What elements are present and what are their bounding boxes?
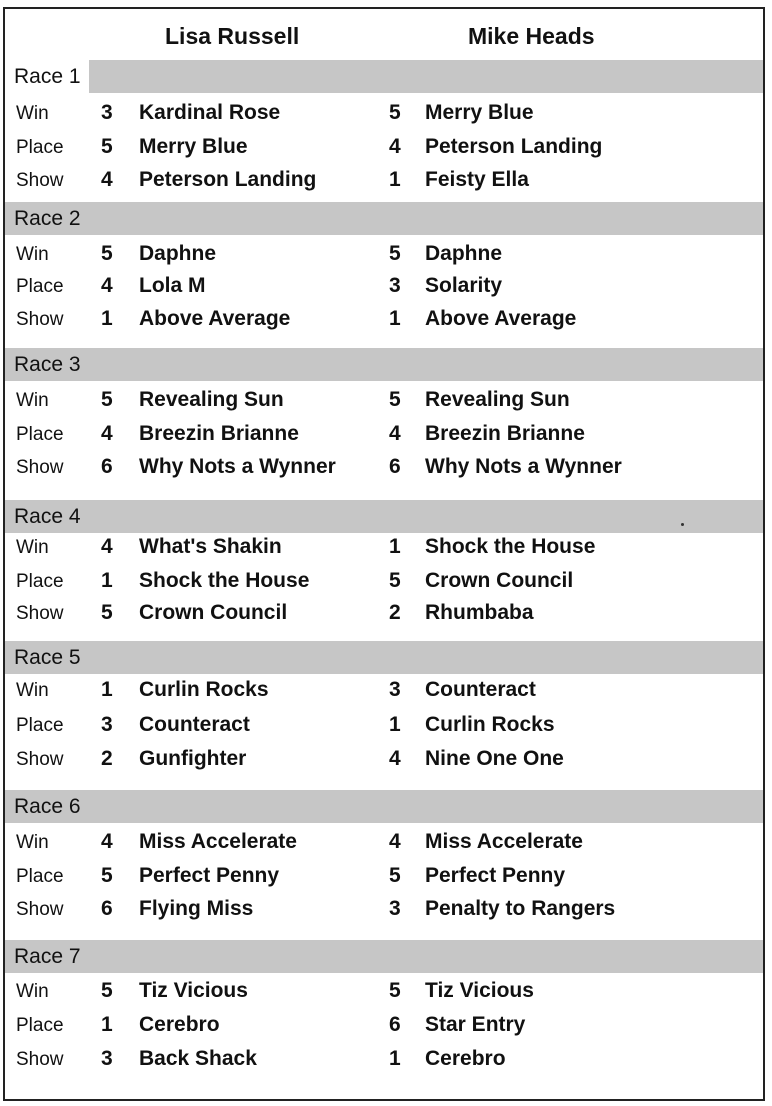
mike-pick-horse: Feisty Ella — [425, 168, 529, 191]
lisa-pick-horse: Gunfighter — [139, 747, 247, 770]
pick-row — [5, 1045, 763, 1075]
lisa-pick-number: 4 — [101, 168, 113, 191]
finish-position: Win — [16, 390, 49, 411]
lisa-pick-horse: What's Shakin — [139, 535, 282, 558]
mike-pick-number: 5 — [389, 101, 401, 124]
finish-position: Place — [16, 1015, 64, 1036]
lisa-pick-horse: Shock the House — [139, 569, 310, 592]
finish-position: Win — [16, 244, 49, 265]
race-section — [5, 60, 763, 200]
pick-row — [5, 453, 763, 483]
race-label: Race 3 — [14, 353, 81, 376]
pick-row — [5, 272, 763, 302]
mike-pick-horse: Solarity — [425, 274, 503, 297]
race-label: Race 1 — [14, 65, 81, 88]
pick-row — [5, 567, 763, 597]
race-header-bar — [5, 348, 763, 381]
finish-position: Win — [16, 537, 49, 558]
finish-position: Win — [16, 832, 49, 853]
mike-pick-horse: Miss Accelerate — [425, 830, 583, 853]
mike-pick-horse: Merry Blue — [425, 101, 534, 124]
column-header-mike-heads: Mike Heads — [468, 23, 595, 49]
mike-pick-horse: Counteract — [425, 678, 536, 701]
race-label: Race 5 — [14, 646, 81, 669]
lisa-pick-horse: Revealing Sun — [139, 388, 284, 411]
stray-dot — [681, 523, 684, 526]
finish-position: Win — [16, 981, 49, 1002]
lisa-pick-number: 3 — [101, 1047, 113, 1070]
mike-pick-number: 6 — [389, 1013, 401, 1036]
mike-pick-number: 3 — [389, 274, 401, 297]
picks-sheet — [3, 7, 765, 1101]
finish-position: Win — [16, 680, 49, 701]
mike-pick-horse: Shock the House — [425, 535, 596, 558]
mike-pick-horse: Peterson Landing — [425, 135, 603, 158]
race-section — [5, 940, 763, 1080]
lisa-pick-horse: Above Average — [139, 307, 291, 330]
mike-pick-number: 1 — [389, 535, 401, 558]
pick-row — [5, 828, 763, 858]
finish-position: Show — [16, 1049, 64, 1070]
pick-row — [5, 711, 763, 741]
lisa-pick-number: 5 — [101, 601, 113, 624]
lisa-pick-number: 5 — [101, 979, 113, 1002]
lisa-pick-horse: Merry Blue — [139, 135, 248, 158]
mike-pick-number: 1 — [389, 1047, 401, 1070]
lisa-pick-number: 6 — [101, 897, 113, 920]
pick-row — [5, 862, 763, 892]
mike-pick-number: 6 — [389, 455, 401, 478]
mike-pick-number: 5 — [389, 242, 401, 265]
mike-pick-number: 5 — [389, 864, 401, 887]
mike-pick-horse: Above Average — [425, 307, 577, 330]
pick-row — [5, 420, 763, 450]
lisa-pick-horse: Peterson Landing — [139, 168, 317, 191]
mike-pick-horse: Perfect Penny — [425, 864, 566, 887]
lisa-pick-number: 4 — [101, 422, 113, 445]
lisa-pick-horse: Curlin Rocks — [139, 678, 269, 701]
race-header-bar — [5, 940, 763, 973]
race-label: Race 7 — [14, 945, 81, 968]
finish-position: Win — [16, 103, 49, 124]
mike-pick-number: 5 — [389, 979, 401, 1002]
pick-row — [5, 745, 763, 775]
lisa-pick-horse: Kardinal Rose — [139, 101, 281, 124]
pick-row — [5, 133, 763, 163]
mike-pick-number: 4 — [389, 422, 401, 445]
lisa-pick-number: 6 — [101, 455, 113, 478]
mike-pick-number: 3 — [389, 897, 401, 920]
pick-row — [5, 895, 763, 925]
mike-pick-horse: Penalty to Rangers — [425, 897, 616, 920]
mike-pick-number: 2 — [389, 601, 401, 624]
pick-row — [5, 166, 763, 196]
race-section — [5, 790, 763, 930]
mike-pick-horse: Tiz Vicious — [425, 979, 534, 1002]
mike-pick-horse: Star Entry — [425, 1013, 526, 1036]
lisa-pick-number: 1 — [101, 678, 113, 701]
mike-pick-number: 1 — [389, 168, 401, 191]
mike-pick-number: 4 — [389, 830, 401, 853]
race-section — [5, 348, 763, 488]
pick-row — [5, 977, 763, 1007]
finish-position: Place — [16, 715, 64, 736]
lisa-pick-number: 2 — [101, 747, 113, 770]
finish-position: Place — [16, 424, 64, 445]
lisa-pick-horse: Lola M — [139, 274, 206, 297]
mike-pick-number: 5 — [389, 569, 401, 592]
lisa-pick-horse: Crown Council — [139, 601, 288, 624]
lisa-pick-horse: Miss Accelerate — [139, 830, 297, 853]
lisa-pick-horse: Why Nots a Wynner — [139, 455, 336, 478]
mike-pick-number: 4 — [389, 135, 401, 158]
mike-pick-horse: Cerebro — [425, 1047, 506, 1070]
pick-row — [5, 99, 763, 129]
mike-pick-number: 1 — [389, 307, 401, 330]
race-header-bar — [5, 641, 763, 674]
finish-position: Show — [16, 457, 64, 478]
mike-pick-horse: Daphne — [425, 242, 503, 265]
lisa-pick-horse: Counteract — [139, 713, 250, 736]
mike-pick-horse: Breezin Brianne — [425, 422, 585, 445]
lisa-pick-number: 5 — [101, 388, 113, 411]
finish-position: Place — [16, 276, 64, 297]
mike-pick-horse: Curlin Rocks — [425, 713, 555, 736]
lisa-pick-number: 4 — [101, 274, 113, 297]
lisa-pick-horse: Breezin Brianne — [139, 422, 299, 445]
race-header-bar — [5, 202, 763, 235]
lisa-pick-number: 5 — [101, 864, 113, 887]
pick-row — [5, 1011, 763, 1041]
finish-position: Show — [16, 899, 64, 920]
pick-row — [5, 240, 763, 270]
race-label: Race 2 — [14, 207, 81, 230]
finish-position: Place — [16, 137, 64, 158]
lisa-pick-horse: Perfect Penny — [139, 864, 280, 887]
lisa-pick-number: 1 — [101, 307, 113, 330]
lisa-pick-number: 4 — [101, 830, 113, 853]
lisa-pick-number: 3 — [101, 101, 113, 124]
pick-row — [5, 305, 763, 335]
finish-position: Show — [16, 749, 64, 770]
header-row — [5, 9, 763, 57]
lisa-pick-number: 1 — [101, 569, 113, 592]
mike-pick-horse: Nine One One — [425, 747, 564, 770]
pick-row — [5, 676, 763, 706]
pick-row — [5, 533, 763, 563]
pick-row — [5, 386, 763, 416]
mike-pick-horse: Revealing Sun — [425, 388, 570, 411]
lisa-pick-horse: Tiz Vicious — [139, 979, 248, 1002]
lisa-pick-number: 1 — [101, 1013, 113, 1036]
race-section — [5, 500, 763, 640]
lisa-pick-number: 5 — [101, 135, 113, 158]
lisa-pick-number: 5 — [101, 242, 113, 265]
race-label: Race 4 — [14, 505, 81, 528]
mike-pick-number: 1 — [389, 713, 401, 736]
lisa-pick-number: 3 — [101, 713, 113, 736]
lisa-pick-horse: Back Shack — [139, 1047, 257, 1070]
race-label: Race 6 — [14, 795, 81, 818]
race-header-bar — [89, 60, 763, 93]
race-header-bar — [5, 790, 763, 823]
finish-position: Place — [16, 866, 64, 887]
mike-pick-number: 5 — [389, 388, 401, 411]
mike-pick-number: 4 — [389, 747, 401, 770]
finish-position: Show — [16, 603, 64, 624]
race-section — [5, 202, 763, 342]
column-header-lisa-russell: Lisa Russell — [165, 23, 300, 49]
race-section — [5, 641, 763, 781]
mike-pick-horse: Why Nots a Wynner — [425, 455, 622, 478]
lisa-pick-number: 4 — [101, 535, 113, 558]
finish-position: Show — [16, 309, 64, 330]
mike-pick-number: 3 — [389, 678, 401, 701]
race-header-bar — [5, 500, 763, 533]
lisa-pick-horse: Cerebro — [139, 1013, 220, 1036]
lisa-pick-horse: Flying Miss — [139, 897, 254, 920]
lisa-pick-horse: Daphne — [139, 242, 217, 265]
mike-pick-horse: Crown Council — [425, 569, 574, 592]
finish-position: Show — [16, 170, 64, 191]
pick-row — [5, 599, 763, 629]
mike-pick-horse: Rhumbaba — [425, 601, 534, 624]
finish-position: Place — [16, 571, 64, 592]
